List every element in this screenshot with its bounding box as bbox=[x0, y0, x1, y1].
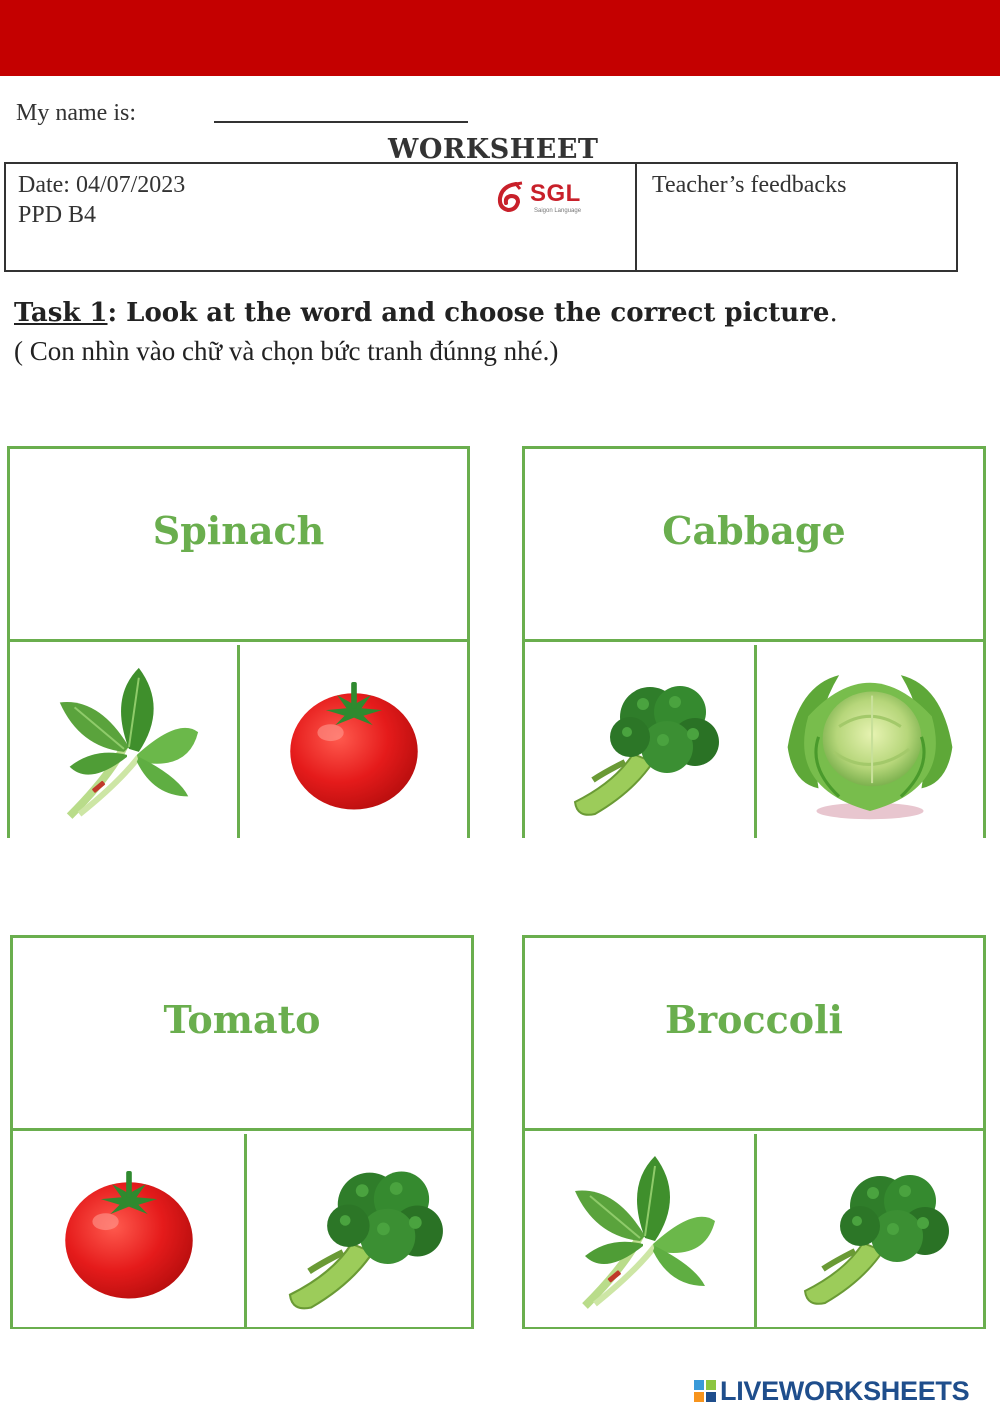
class-code: PPD B4 bbox=[18, 202, 97, 228]
option-broccoli[interactable] bbox=[247, 1134, 471, 1327]
word-area bbox=[525, 449, 983, 642]
card-word: Cabbage bbox=[662, 507, 846, 553]
option-cabbage[interactable] bbox=[757, 645, 983, 838]
tomato-icon bbox=[54, 1156, 204, 1306]
word-area bbox=[525, 938, 983, 1131]
spinach-icon bbox=[555, 1146, 725, 1316]
info-header-box bbox=[4, 162, 958, 272]
task-instruction bbox=[14, 298, 838, 328]
task-translation: ( Con nhìn vào chữ và chọn bức tranh đúnng nhé.) bbox=[14, 336, 559, 366]
card-word: Broccoli bbox=[665, 996, 843, 1042]
card-tomato bbox=[10, 935, 474, 1329]
top-banner bbox=[0, 0, 1000, 76]
info-left-cell bbox=[6, 164, 637, 270]
date-text: Date: 04/07/2023 bbox=[18, 172, 186, 198]
tomato-icon bbox=[279, 667, 429, 817]
option-tomato[interactable] bbox=[13, 1134, 247, 1327]
sgl-logo bbox=[494, 178, 604, 218]
card-spinach bbox=[7, 446, 470, 838]
liveworksheets-brand: LIVEWORKSHEETS bbox=[720, 1375, 970, 1406]
option-tomato[interactable] bbox=[240, 645, 467, 838]
name-label: My name is: bbox=[16, 100, 136, 126]
option-broccoli[interactable] bbox=[525, 645, 757, 838]
sgl-swirl-icon bbox=[494, 180, 528, 214]
option-broccoli[interactable] bbox=[757, 1134, 983, 1327]
teacher-feedback-label: Teacher’s feedbacks bbox=[652, 172, 847, 198]
cabbage-icon bbox=[775, 654, 965, 829]
option-spinach[interactable] bbox=[525, 1134, 757, 1327]
name-input-line[interactable] bbox=[214, 121, 468, 123]
broccoli-icon bbox=[785, 1151, 955, 1311]
liveworksheets-icon bbox=[694, 1380, 716, 1402]
card-broccoli bbox=[522, 935, 986, 1329]
task-label: Task 1 bbox=[14, 298, 108, 328]
word-area bbox=[13, 938, 471, 1131]
card-cabbage bbox=[522, 446, 986, 838]
worksheet-title: WORKSHEET bbox=[388, 134, 599, 165]
card-word: Spinach bbox=[152, 507, 325, 553]
card-word: Tomato bbox=[163, 996, 321, 1042]
word-area bbox=[10, 449, 467, 642]
spinach-icon bbox=[40, 658, 208, 826]
task-text: : Look at the word and choose the correct picture bbox=[107, 298, 830, 328]
broccoli-icon bbox=[267, 1146, 452, 1316]
broccoli-icon bbox=[552, 662, 727, 822]
option-spinach[interactable] bbox=[10, 645, 240, 838]
logo-text: SGL bbox=[530, 180, 581, 207]
task-period: . bbox=[829, 298, 838, 328]
liveworksheets-logo bbox=[694, 1376, 969, 1406]
logo-subtext: Saigon Language bbox=[534, 208, 582, 214]
